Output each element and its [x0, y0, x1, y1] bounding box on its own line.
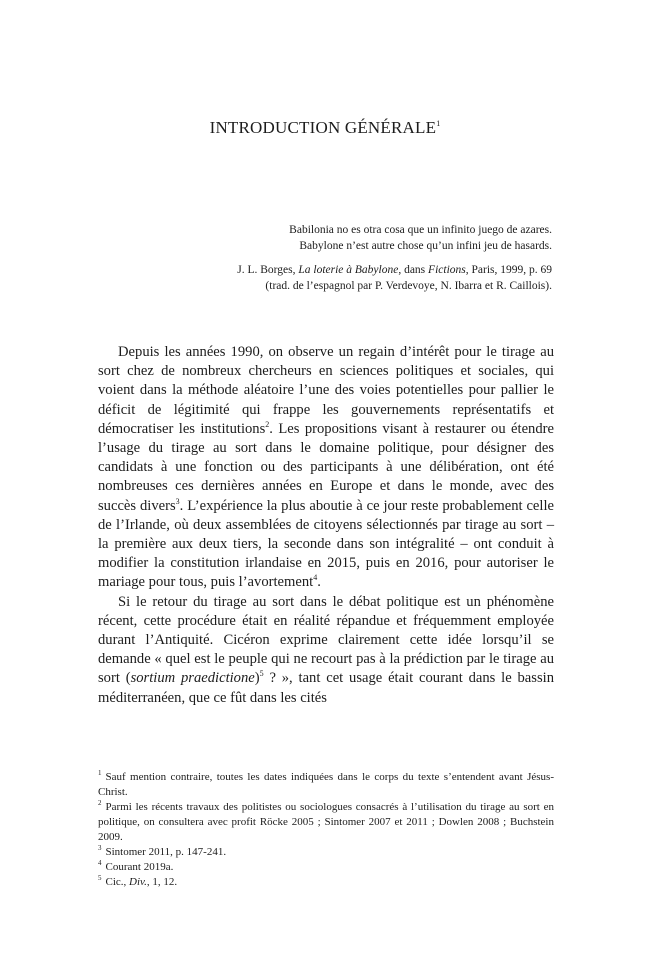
epigraph-source: [237, 262, 552, 294]
paragraph-1-part-a: Depuis les années 1990, on observe un regain d’intérêt pour le tirage au sort chez de nombreux chercheurs en sciences politiques et sociales, qui voient dans la méthode aléatoire l’une des voies potentielles pour pallier le déficit de légitimité qui frappe les gouvernements représentatifs et démocratiser les institutions: [98, 344, 554, 437]
epigraph-quote: [289, 222, 552, 254]
footnote-text: Parmi les récents travaux des politistes ou sociologues consacrés à l’utilisation du tirage au sort en politique, on consultera avec profit Röcke 2005 ; Sintomer 2007 et 2011 ; Dowlen 2008 ; Buchstein 2009.: [98, 801, 554, 843]
epigraph-source-line2: (trad. de l’espagnol par P. Verdevoye, N. Ibarra et R. Caillois).: [265, 280, 552, 292]
epigraph-french: Babylone n’est autre chose qu’un infini jeu de hasards.: [299, 240, 552, 252]
footnote-text-b: , 1, 12.: [146, 876, 178, 888]
footnote-text: Courant 2019a.: [105, 861, 174, 873]
footnote-number: 1: [98, 769, 102, 777]
footnote-number: 3: [98, 844, 102, 852]
source-publication: , Paris, 1999, p. 69: [465, 264, 552, 276]
paragraph-2: [98, 593, 554, 708]
footnote-4: [98, 860, 554, 875]
footnote-ref-5: 5: [259, 669, 264, 679]
footnote-number: 4: [98, 859, 102, 867]
footnote-number: 5: [98, 874, 102, 882]
paragraph-1: [98, 343, 554, 593]
footnote-ref-4: 4: [313, 573, 318, 583]
footnote-text: Sintomer 2011, p. 147-241.: [105, 846, 227, 858]
footnote-2: [98, 800, 554, 845]
latin-term: sortium praedictione: [130, 670, 255, 687]
footnote-3: [98, 845, 554, 860]
paragraph-1-part-c: . L’expérience la plus aboutie à ce jour reste probablement celle de l’Irlande, où deux assemblées de citoyens sélectionnés par tirage au sort – la première aux deux tiers, la seconde dans son intégralité – ont conduit à modifier la constitution irlandaise en 2015, puis en 2016, pour autoriser le mariage pour tous, puis l’avortement: [98, 497, 554, 591]
paragraph-2-part-b: ): [254, 670, 260, 687]
source-connector: , dans: [398, 264, 429, 276]
epigraph-source-line1: [237, 262, 552, 278]
footnote-number: 2: [98, 799, 102, 807]
footnote-text-italic: Div.: [129, 876, 147, 888]
source-author: J. L. Borges,: [237, 264, 299, 276]
footnote-ref-1: 1: [436, 119, 441, 128]
footnote-text-a: Cic.,: [105, 876, 130, 888]
chapter-title-text: INTRODUCTION GÉNÉRALE: [209, 118, 437, 137]
footnote-1: [98, 770, 554, 800]
paragraph-1-part-d: .: [317, 574, 321, 591]
body-text: [98, 343, 554, 708]
footnote-ref-2: 2: [265, 419, 270, 429]
epigraph-spanish: Babilonia no es otra cosa que un infinito juego de azares.: [289, 224, 552, 236]
footnote-5: [98, 875, 554, 890]
paragraph-2-part-c: ? », tant cet usage était courant dans le bassin méditerranéen, que ce fût dans les cités: [98, 670, 554, 706]
paragraph-2-part-a: Si le retour du tirage au sort dans le débat politique est un phénomène récent, cette procédure était en réalité répandue et fréquemment employée durant l’Antiquité. Cicéron exprime clairement cette idée lorsqu’il se demande « quel est le peuple qui ne recourt pas à la prédiction par le tirage au sort (: [98, 593, 554, 687]
source-work-title: La loterie à Babylone: [298, 264, 399, 276]
footnote-text: Sauf mention contraire, toutes les dates indiquées dans le corps du texte s’entendent avant Jésus-Christ.: [98, 771, 554, 798]
paragraph-1-part-b: . Les propositions visant à restaurer ou étendre l’usage du tirage au sort dans le domaine politique, pour désigner des candidats à une fonction ou des participants à une délibération, ont été nombreuses ces dernières années en Europe et dans le monde, avec des succès divers: [98, 420, 554, 514]
footnote-ref-3: 3: [175, 496, 180, 506]
source-book-title: Fictions: [428, 264, 466, 276]
footnotes: [98, 770, 554, 890]
chapter-title: [0, 118, 650, 138]
